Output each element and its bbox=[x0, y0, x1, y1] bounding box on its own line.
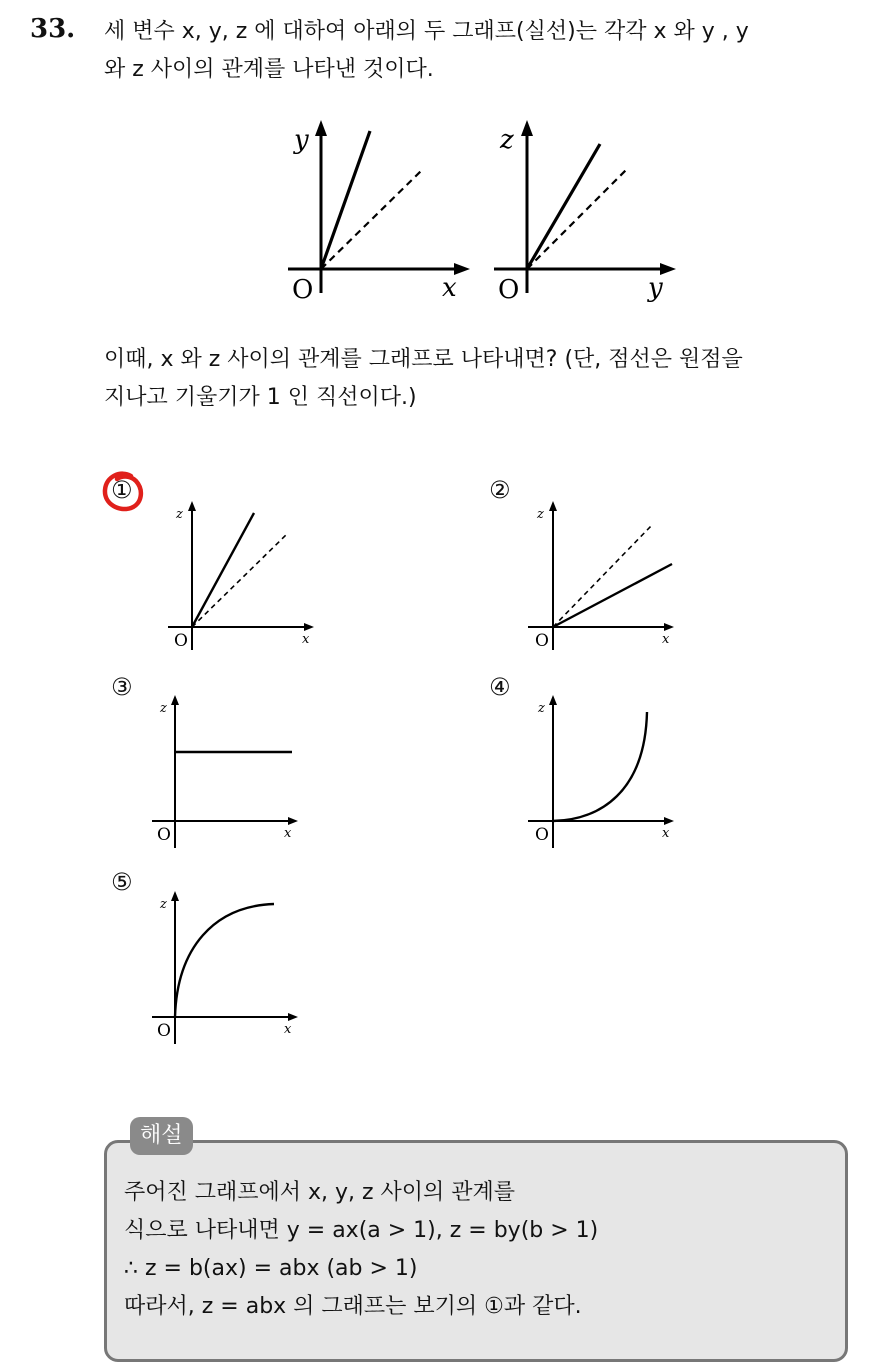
question-text-line3: 이때, x 와 z 사이의 관계를 그래프로 나타내면? (단, 점선은 원점을 bbox=[104, 347, 743, 372]
origin-label: O bbox=[498, 275, 520, 305]
origin-label: O bbox=[174, 631, 188, 651]
choice-1-number[interactable]: ① bbox=[111, 476, 133, 504]
solution-tag: 해설 bbox=[130, 1117, 193, 1155]
choice-2-number[interactable]: ② bbox=[489, 476, 511, 504]
choice-3-number[interactable]: ③ bbox=[111, 673, 133, 701]
question-text-line1: 세 변수 x, y, z 에 대하여 아래의 두 그래프(실선)는 각각 x 와 y , y bbox=[104, 19, 749, 44]
choice-3-graph[interactable] bbox=[144, 692, 304, 852]
axis-label-y: y bbox=[294, 125, 309, 155]
solution-line1: 주어진 그래프에서 x, y, z 사이의 관계를 bbox=[124, 1180, 516, 1205]
choice-1-graph[interactable] bbox=[160, 498, 320, 658]
origin-label: O bbox=[535, 825, 549, 845]
axis-label-x: x bbox=[302, 632, 310, 647]
question-number: 33. bbox=[30, 14, 76, 44]
axis-label-x: x bbox=[284, 826, 292, 841]
choice-5-graph[interactable] bbox=[144, 888, 304, 1048]
origin-label: O bbox=[292, 275, 314, 305]
origin-label: O bbox=[535, 631, 549, 651]
axis-label-z: z bbox=[500, 125, 514, 155]
solution-line3: ∴ z = b(ax) = abx (ab > 1) bbox=[124, 1256, 418, 1281]
origin-label: O bbox=[157, 825, 171, 845]
question-text-line4: 지나고 기울기가 1 인 직선이다.) bbox=[104, 385, 417, 410]
axis-label-y: y bbox=[648, 273, 663, 303]
choice-5-number[interactable]: ⑤ bbox=[111, 868, 133, 896]
question-text-line2: 와 z 사이의 관계를 나타낸 것이다. bbox=[104, 57, 434, 82]
given-graph-yz bbox=[486, 118, 686, 308]
solution-line2: 식으로 나타내면 y = ax(a > 1), z = by(b > 1) bbox=[124, 1218, 599, 1243]
axis-label-x: x bbox=[662, 826, 670, 841]
axis-label-z: z bbox=[176, 507, 183, 522]
choice-4-graph[interactable] bbox=[520, 692, 680, 852]
axis-label-x: x bbox=[662, 632, 670, 647]
choice-2-graph[interactable] bbox=[520, 498, 680, 658]
axis-label-z: z bbox=[538, 701, 545, 716]
axis-label-x: x bbox=[284, 1022, 292, 1037]
axis-label-z: z bbox=[160, 897, 167, 912]
solution-box bbox=[104, 1140, 848, 1362]
axis-label-z: z bbox=[537, 507, 544, 522]
axis-label-x: x bbox=[442, 273, 457, 303]
solution-line4: 따라서, z = abx 의 그래프는 보기의 ①과 같다. bbox=[124, 1294, 582, 1319]
given-graph-xy bbox=[280, 118, 480, 308]
choice-4-number[interactable]: ④ bbox=[489, 673, 511, 701]
origin-label: O bbox=[157, 1021, 171, 1041]
axis-label-z: z bbox=[160, 701, 167, 716]
